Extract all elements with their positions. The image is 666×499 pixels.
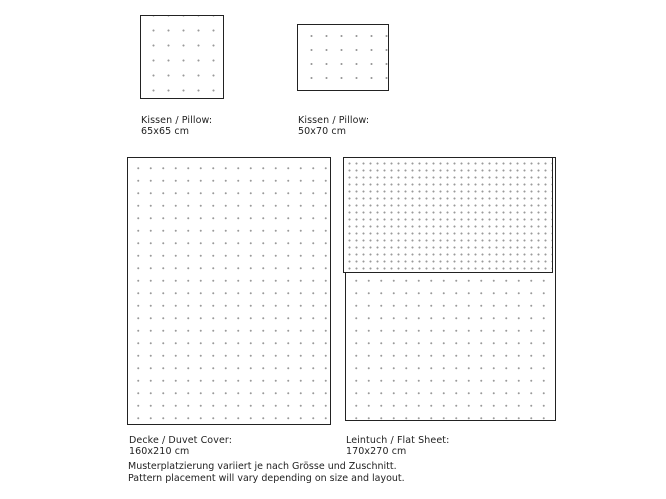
- pattern-note-en: Pattern placement will vary depending on size and layout.: [128, 473, 405, 484]
- flat-sheet-caption: [346, 435, 449, 457]
- pattern-note-de: Musterplatzierung variiert je nach Grösse und Zuschnitt.: [128, 461, 397, 472]
- duvet-panel: [127, 157, 331, 425]
- flat-sheet-size: 170x270 cm: [346, 446, 407, 457]
- pattern-note: [128, 461, 405, 485]
- pillow-square-caption: [141, 115, 212, 137]
- duvet-caption: [129, 435, 232, 457]
- duvet-label: Decke / Duvet Cover:: [129, 435, 233, 446]
- pillow-rect-caption: [298, 115, 369, 137]
- pillow-square-panel: [140, 15, 224, 99]
- pillow-square-label: Kissen / Pillow:: [141, 115, 213, 126]
- pillow-rect-label: Kissen / Pillow:: [298, 115, 370, 126]
- duvet-size: 160x210 cm: [129, 446, 190, 457]
- flat-sheet-label: Leintuch / Flat Sheet:: [346, 435, 450, 446]
- pillow-rect-panel: [297, 24, 389, 91]
- pillow-rect-size: 50x70 cm: [298, 126, 347, 137]
- pillow-square-size: 65x65 cm: [141, 126, 190, 137]
- flat-sheet-fold-band: [343, 157, 553, 273]
